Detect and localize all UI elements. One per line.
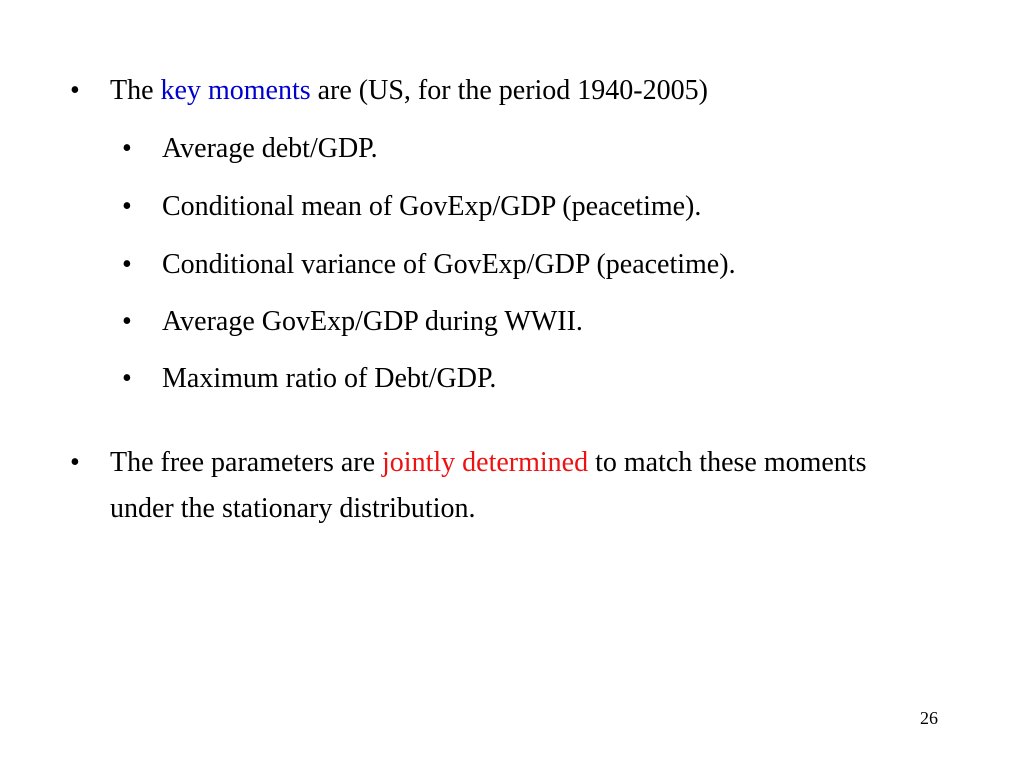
bullet-icon: • bbox=[122, 191, 132, 222]
bullet-text-prefix: The bbox=[110, 75, 161, 106]
highlight-jointly-determined: jointly determined bbox=[382, 447, 589, 478]
bullet-icon: • bbox=[70, 75, 80, 106]
bullet-icon: • bbox=[122, 133, 132, 164]
sub-bullet-text: Maximum ratio of Debt/GDP. bbox=[162, 363, 497, 394]
bullet-icon: • bbox=[70, 447, 80, 478]
sub-bullet-text: Conditional mean of GovExp/GDP (peacetime). bbox=[162, 191, 702, 222]
bullet-text bbox=[110, 440, 930, 532]
highlight-key-moments: key moments bbox=[160, 75, 311, 106]
bullet-icon: • bbox=[122, 306, 132, 337]
bullet-icon: • bbox=[122, 249, 132, 280]
bullet-text-suffix: to match these moments under the stationary distribution. bbox=[110, 447, 867, 524]
sub-bullet-text: Average debt/GDP. bbox=[162, 133, 378, 164]
bullet-icon: • bbox=[122, 363, 132, 394]
sub-bullet-text: Average GovExp/GDP during WWII. bbox=[162, 306, 583, 337]
bullet-text-prefix: The free parameters are bbox=[110, 447, 383, 478]
bullet-text-suffix: are (US, for the period 1940-2005) bbox=[310, 75, 708, 106]
page-number: 26 bbox=[920, 708, 938, 728]
bullet-text bbox=[110, 68, 708, 114]
sub-bullet-text: Conditional variance of GovExp/GDP (peacetime). bbox=[162, 249, 736, 280]
